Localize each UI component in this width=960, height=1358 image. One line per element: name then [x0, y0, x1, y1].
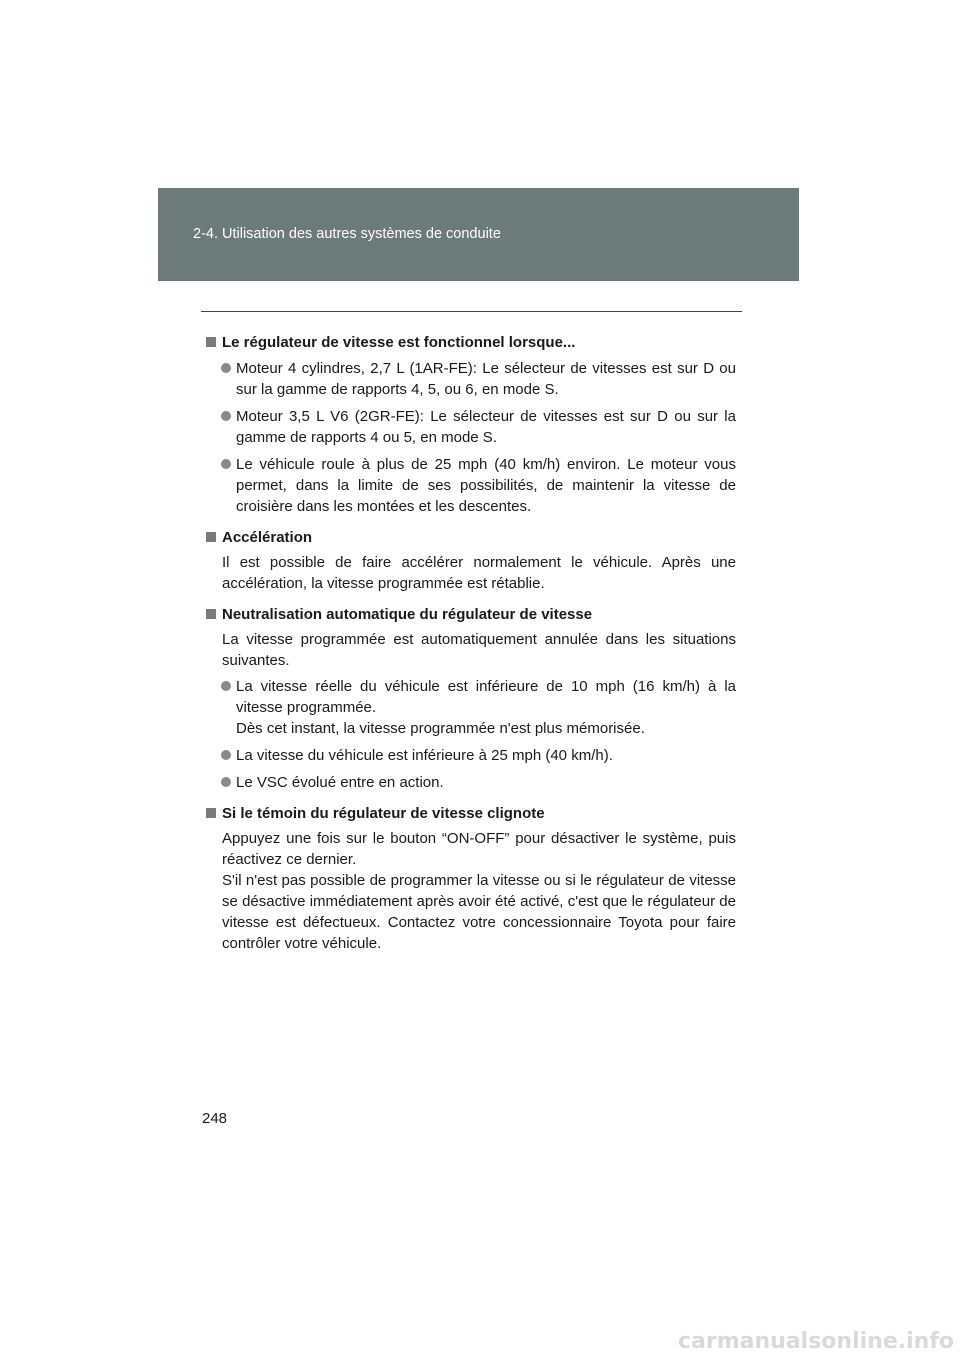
square-bullet-icon — [206, 532, 216, 542]
square-bullet-icon — [206, 609, 216, 619]
list-item: Moteur 4 cylindres, 2,7 L (1AR-FE): Le sélecteur de vitesses est sur D ou sur la gamme de rapports 4, 5, ou 6, en mode S. — [206, 358, 736, 400]
square-bullet-icon — [206, 337, 216, 347]
paragraph: La vitesse programmée est automatiquement annulée dans les situations suivantes. — [222, 631, 736, 669]
list-item: La vitesse réelle du véhicule est inférieure de 10 mph (16 km/h) à la vitesse programmée. Dès cet instant, la vitesse programmée n'est plus mémorisée. — [206, 676, 736, 739]
header-band — [158, 188, 799, 281]
section-header: 2-4. Utilisation des autres systèmes de conduite — [193, 226, 501, 242]
top-rule — [201, 311, 742, 312]
square-bullet-icon — [206, 808, 216, 818]
round-bullet-icon — [221, 363, 231, 373]
list-item: Moteur 3,5 L V6 (2GR-FE): Le sélecteur de vitesses est sur D ou sur la gamme de rapports 4 ou 5, en mode S. — [206, 406, 736, 448]
watermark: carmanualsonline.info — [678, 1329, 954, 1354]
round-bullet-icon — [221, 459, 231, 469]
page-content — [206, 322, 736, 958]
round-bullet-icon — [221, 681, 231, 691]
section-title: Le régulateur de vitesse est fonctionnel lorsque... — [206, 332, 736, 353]
paragraph: Appuyez une fois sur le bouton “ON-OFF” pour désactiver le système, puis réactivez ce dernier. S'il n'est pas possible de programmer la vitesse ou si le régulateur de vitesse se désactive immédiatement après avoir été activé, c'est que le régulateur de vitesse est défectueux. Contactez votre concessionnaire Toyota pour faire contrôler votre véhicule. — [222, 830, 736, 952]
section-title: Accélération — [206, 527, 736, 548]
round-bullet-icon — [221, 750, 231, 760]
list-item: Le VSC évolué entre en action. — [206, 772, 736, 793]
list-item: La vitesse du véhicule est inférieure à 25 mph (40 km/h). — [206, 745, 736, 766]
round-bullet-icon — [221, 777, 231, 787]
list-item: Le véhicule roule à plus de 25 mph (40 km/h) environ. Le moteur vous permet, dans la limite de ses possibilités, de maintenir la vitesse de croisière dans les montées et les descentes. — [206, 454, 736, 517]
round-bullet-icon — [221, 411, 231, 421]
page-number: 248 — [202, 1110, 228, 1127]
section-title: Neutralisation automatique du régulateur de vitesse — [206, 604, 736, 625]
paragraph: Il est possible de faire accélérer normalement le véhicule. Après une accélération, la vitesse programmée est rétablie. — [222, 554, 736, 592]
section-title: Si le témoin du régulateur de vitesse clignote — [206, 803, 736, 824]
